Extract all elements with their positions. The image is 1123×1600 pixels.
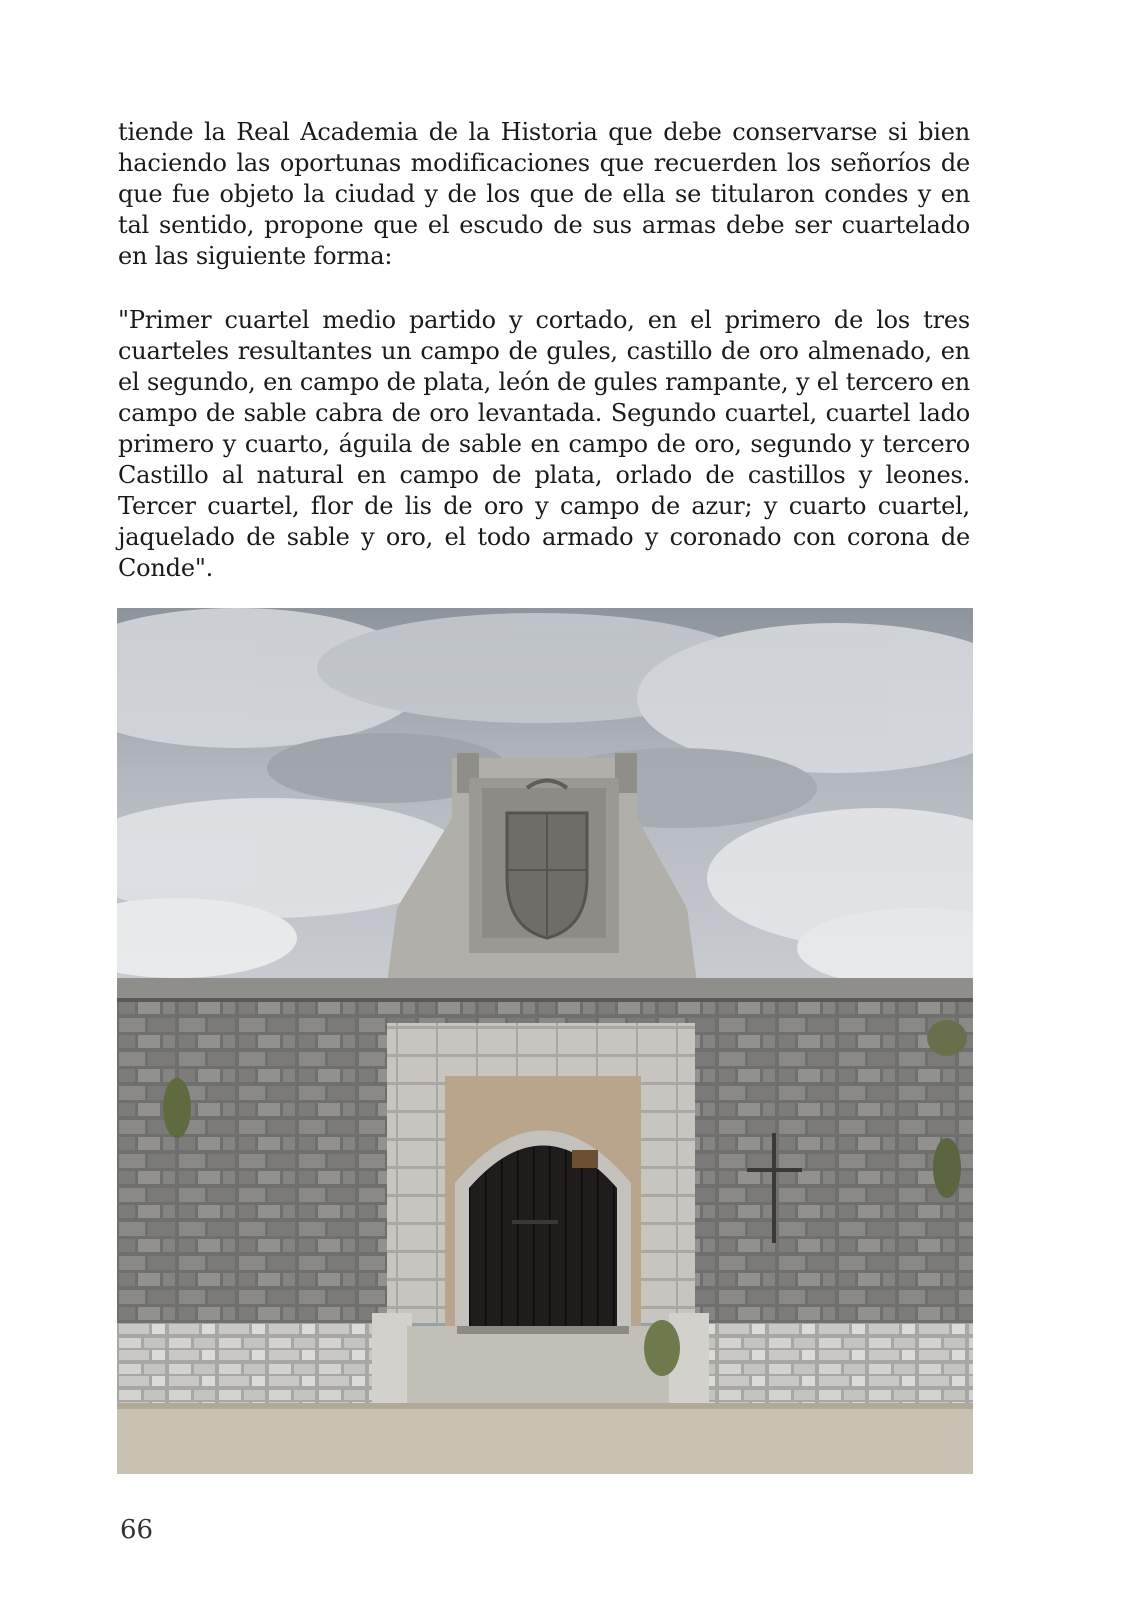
- body-paragraph-2: "Primer cuartel medio partido y cortado, en el primero de los tres cuarteles resultantes un campo de gules, castillo de oro almenado, en el segundo, en campo de plata, león de gules rampante, y el tercero en campo de sable cabra de oro levantada. Segundo cuartel, cuartel lado primero y cuarto, águila de sable en campo de oro, segundo y tercero Castillo al natural en campo de plata, orlado de castillos y leones. Tercer cuartel, flor de lis de oro y campo de azur; y cuarto cuartel, jaquelado de sable y oro, el todo armado y coronado con corona de Conde".: [118, 306, 970, 582]
- body-paragraph-1: tiende la Real Academia de la Historia que debe conservarse si bien haciendo las oportunas modificaciones que recuerden los señoríos de que fue objeto la ciudad y de los que de ella se titularon condes y en tal sentido, propone que el escudo de sus armas debe ser cuartelado en las siguiente forma:: [118, 118, 970, 270]
- castle-gate-photo: [117, 608, 973, 1474]
- page-number: 66: [120, 1515, 154, 1545]
